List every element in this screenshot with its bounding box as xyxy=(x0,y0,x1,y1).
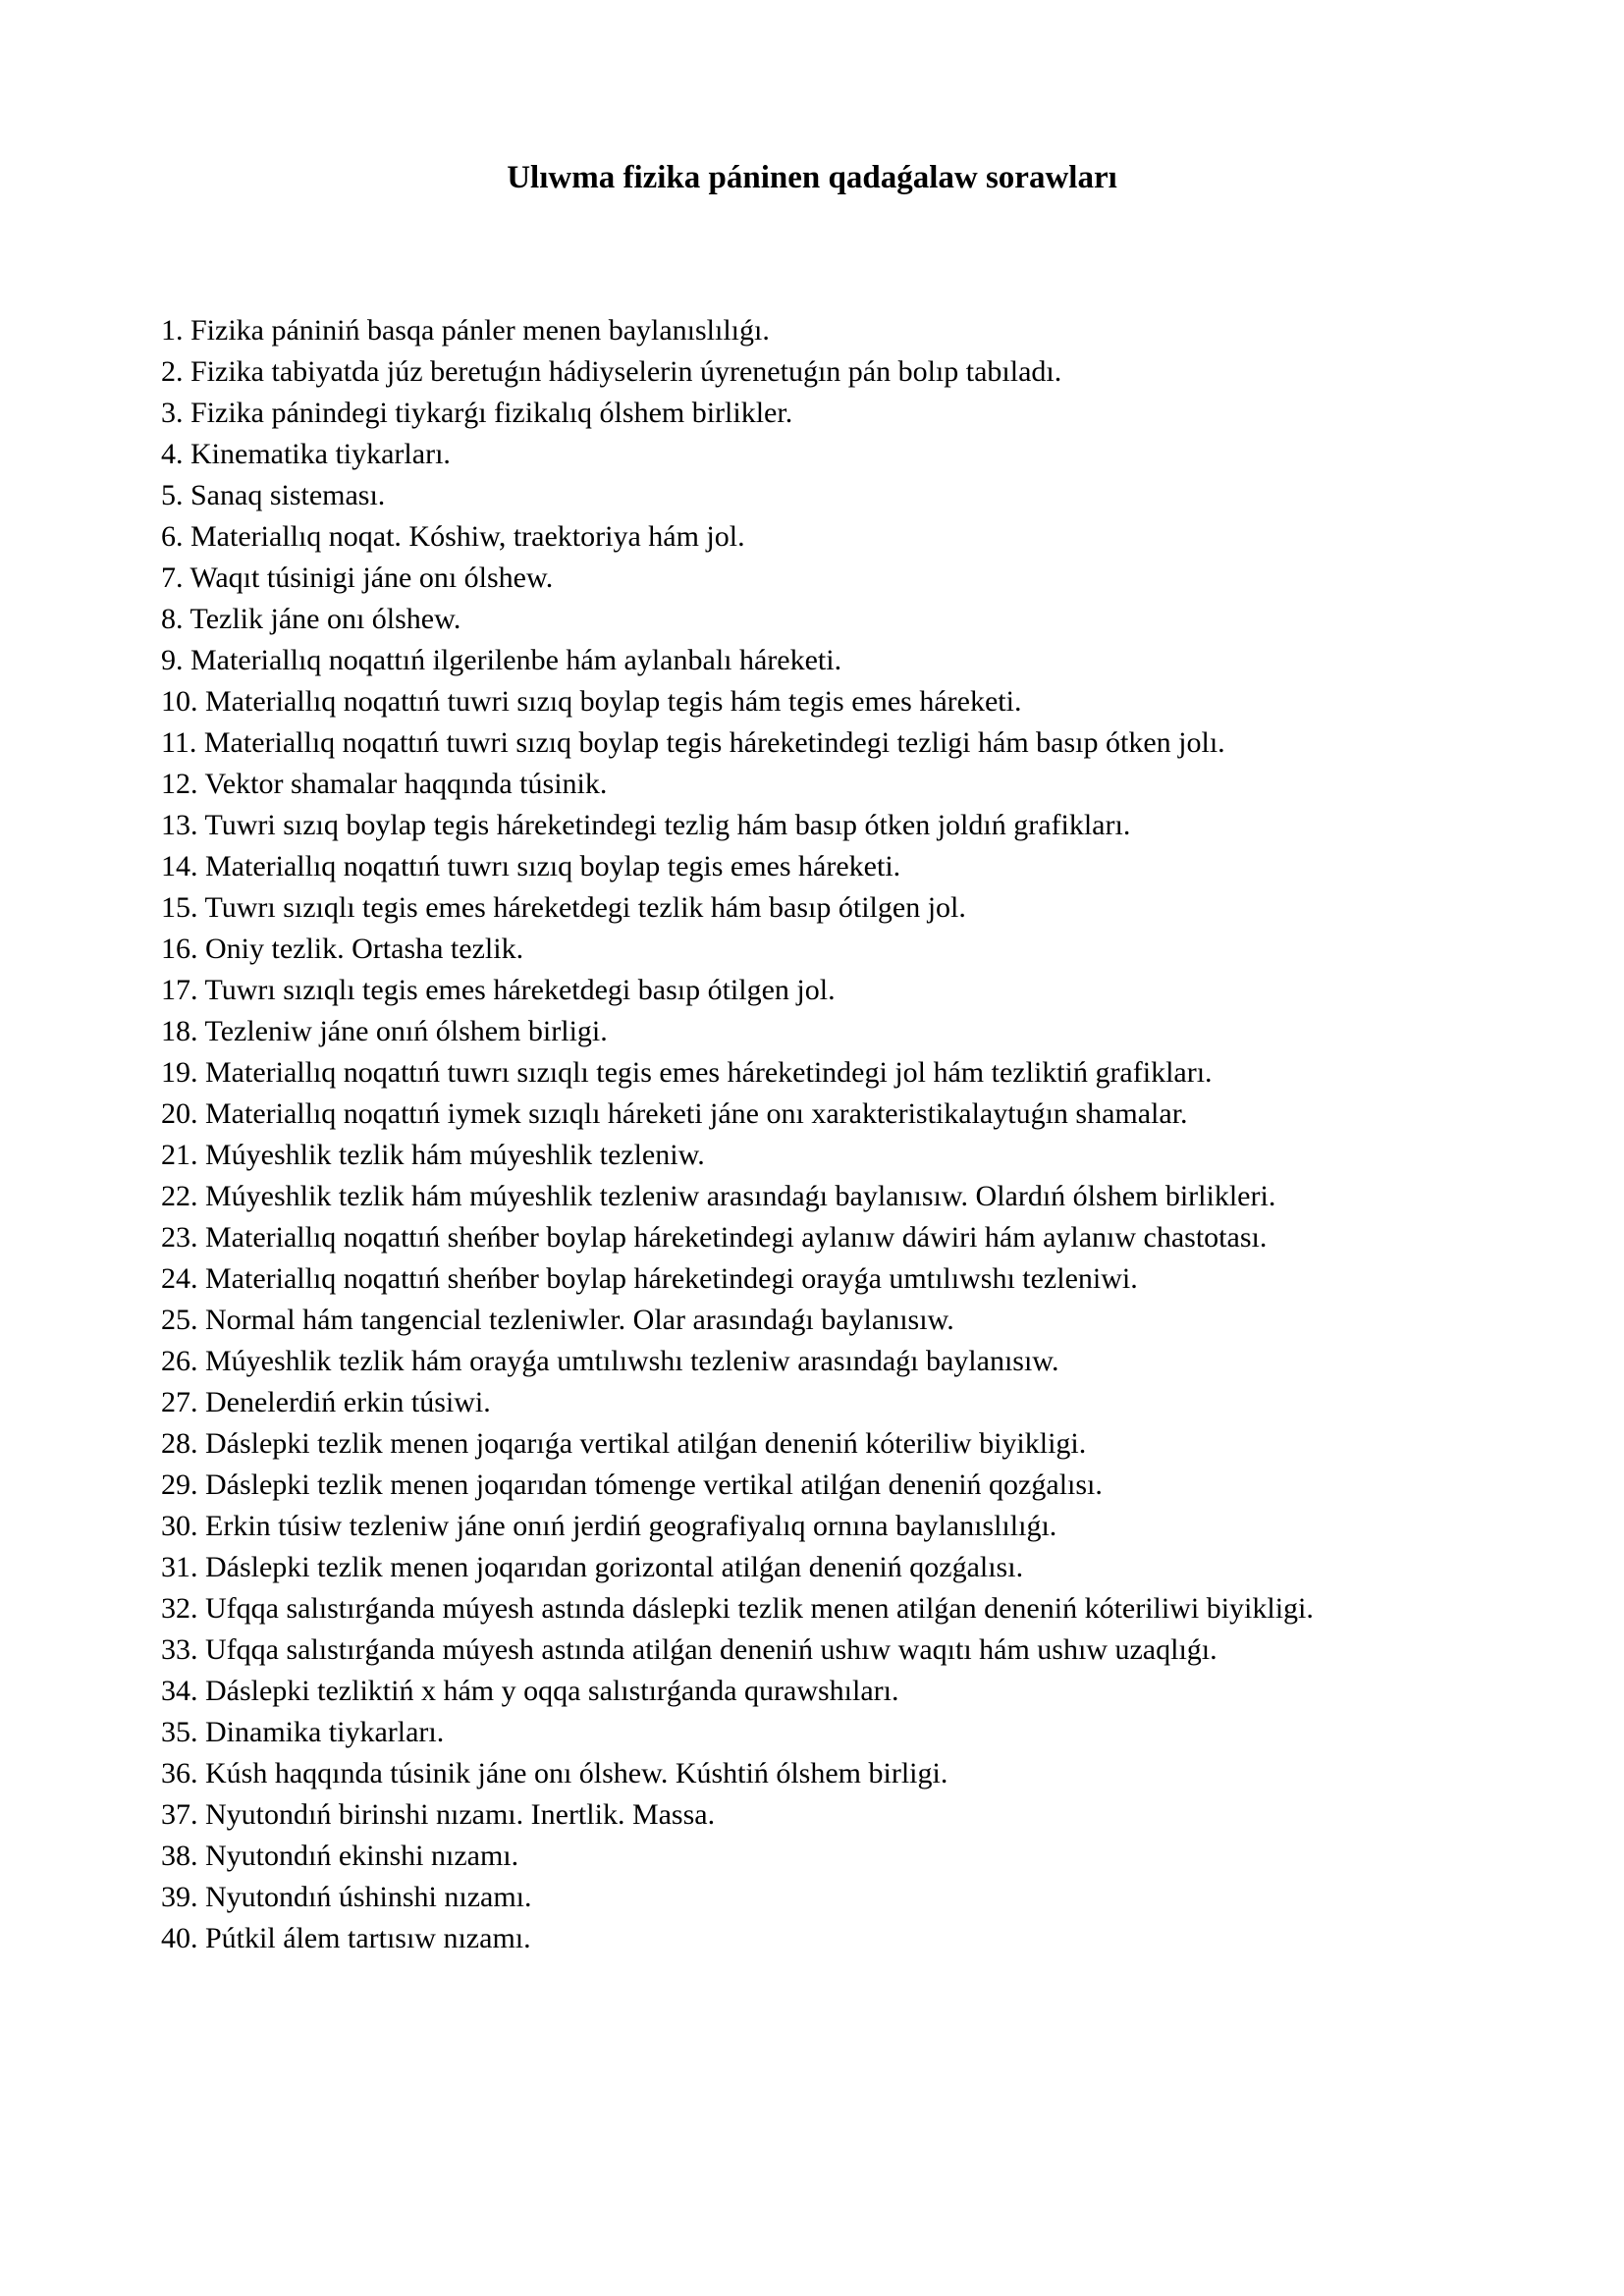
item-text: 28. Dáslepki tezlik menen joqarıǵa vertikal atilǵan deneniń kóteriliw biyikligi. xyxy=(161,1427,1087,1460)
list-item xyxy=(137,970,1487,1011)
item-text: 39. Nyutondıń úshinshi nızamı. xyxy=(161,1881,532,1913)
list-item xyxy=(137,1176,1487,1217)
list-item xyxy=(137,887,1487,929)
list-item xyxy=(137,1753,1487,1794)
item-text: 33. Ufqqa salıstırǵanda múyesh astında atilǵan deneniń ushıw waqıtı hám ushıw uzaqlıǵı. xyxy=(161,1633,1218,1666)
item-text: 22. Múyeshlik tezlik hám múyeshlik tezleniw arasındaǵı baylanısıw. Olardıń ólshem birlikleri. xyxy=(161,1180,1276,1212)
list-item xyxy=(137,722,1487,764)
list-item xyxy=(137,1794,1487,1836)
item-text: 13. Tuwri sızıq boylap tegis háreketindegi tezlig hám basıp ótken joldıń grafikları. xyxy=(161,809,1131,841)
list-item xyxy=(137,393,1487,434)
item-text: 5. Sanaq sisteması. xyxy=(161,479,386,511)
list-item xyxy=(137,1135,1487,1176)
list-item xyxy=(137,475,1487,516)
list-item xyxy=(137,1877,1487,1918)
item-text: 29. Dáslepki tezlik menen joqarıdan tómenge vertikal atilǵan deneniń qozǵalısı. xyxy=(161,1468,1103,1501)
list-item xyxy=(137,1217,1487,1258)
list-item xyxy=(137,1918,1487,1959)
list-item xyxy=(137,1588,1487,1629)
item-text: 20. Materiallıq noqattıń iymek sızıqlı háreketi jáne onı xarakteristikalaytuǵın shamalar. xyxy=(161,1097,1188,1130)
item-text: 27. Denelerdiń erkin túsiwi. xyxy=(161,1386,491,1418)
list-item xyxy=(137,1423,1487,1465)
list-item xyxy=(137,1629,1487,1671)
list-item xyxy=(137,929,1487,970)
item-text: 38. Nyutondıń ekinshi nızamı. xyxy=(161,1840,519,1872)
list-item xyxy=(137,1465,1487,1506)
item-text: 7. Waqıt túsinigi jáne onı ólshew. xyxy=(161,561,554,594)
item-text: 26. Múyeshlik tezlik hám orayǵa umtılıwshı tezleniw arasındaǵı baylanısıw. xyxy=(161,1345,1059,1377)
item-text: 15. Tuwrı sızıqlı tegis emes háreketdegi tezlik hám basıp ótilgen jol. xyxy=(161,891,966,924)
list-item xyxy=(137,1506,1487,1547)
list-item xyxy=(137,351,1487,393)
item-text: 17. Tuwrı sızıqlı tegis emes háreketdegi basıp ótilgen jol. xyxy=(161,974,836,1006)
item-text: 6. Materiallıq noqat. Kóshiw, traektoriya hám jol. xyxy=(161,520,745,553)
item-text: 3. Fizika pánindegi tiykarǵı fizikalıq ólshem birlikler. xyxy=(161,397,793,429)
list-item xyxy=(137,805,1487,846)
item-text: 35. Dinamika tiykarları. xyxy=(161,1716,445,1748)
item-text: 4. Kinematika tiykarları. xyxy=(161,438,451,470)
list-item xyxy=(137,1011,1487,1052)
list-item xyxy=(137,1547,1487,1588)
item-text: 36. Kúsh haqqında túsinik jáne onı ólshew. Kúshtiń ólshem birligi. xyxy=(161,1757,948,1789)
item-text: 11. Materiallıq noqattıń tuwri sızıq boylap tegis háreketindegi tezligi hám basıp ótken jolı. xyxy=(161,726,1225,759)
item-text: 16. Oniy tezlik. Ortasha tezlik. xyxy=(161,933,524,965)
item-text: 30. Erkin túsiw tezleniw jáne onıń jerdiń geografiyalıq ornına baylanıslılıǵı. xyxy=(161,1510,1057,1542)
item-text: 8. Tezlik jáne onı ólshew. xyxy=(161,603,461,635)
list-item xyxy=(137,599,1487,640)
item-text: 19. Materiallıq noqattıń tuwrı sızıqlı tegis emes háreketindegi jol hám tezliktiń grafikları. xyxy=(161,1056,1213,1089)
list-item xyxy=(137,1300,1487,1341)
item-text: 31. Dáslepki tezlik menen joqarıdan gorizontal atilǵan deneniń qozǵalısı. xyxy=(161,1551,1024,1583)
list-item xyxy=(137,764,1487,805)
item-text: 2. Fizika tabiyatda júz beretuǵın hádiyselerin úyrenetuǵın pán bolıp tabıladı. xyxy=(161,355,1062,388)
list-item xyxy=(137,310,1487,351)
item-text: 23. Materiallıq noqattıń sheńber boylap háreketindegi aylanıw dáwiri hám aylanıw chastotası. xyxy=(161,1221,1268,1254)
item-text: 18. Tezleniw jáne onıń ólshem birligi. xyxy=(161,1015,608,1047)
item-text: 32. Ufqqa salıstırǵanda múyesh astında dáslepki tezlik menen atilǵan deneniń kóteriliwi biyikligi. xyxy=(161,1592,1314,1625)
list-item xyxy=(137,1341,1487,1382)
list-item xyxy=(137,846,1487,887)
question-list xyxy=(0,198,1624,1959)
item-text: 37. Nyutondıń birinshi nızamı. Inertlik. Massa. xyxy=(161,1798,716,1831)
list-item xyxy=(137,681,1487,722)
list-item xyxy=(137,1094,1487,1135)
list-item xyxy=(137,516,1487,558)
item-text: 1. Fizika pániniń basqa pánler menen baylanıslılıǵı. xyxy=(161,314,770,347)
list-item xyxy=(137,1712,1487,1753)
page-title: Ulıwma fizika páninen qadaǵalaw sorawları xyxy=(507,160,1117,195)
list-item xyxy=(137,558,1487,599)
list-item xyxy=(137,640,1487,681)
item-text: 40. Pútkil álem tartısıw nızamı. xyxy=(161,1922,531,1954)
item-text: 21. Múyeshlik tezlik hám múyeshlik tezleniw. xyxy=(161,1139,705,1171)
list-item xyxy=(137,1258,1487,1300)
list-item xyxy=(137,1052,1487,1094)
item-text: 34. Dáslepki tezliktiń x hám y oqqa salıstırǵanda qurawshıları. xyxy=(161,1675,899,1707)
item-text: 12. Vektor shamalar haqqında túsinik. xyxy=(161,768,608,800)
list-item xyxy=(137,1836,1487,1877)
item-text: 25. Normal hám tangencial tezleniwler. Olar arasındaǵı baylanısıw. xyxy=(161,1304,954,1336)
list-item xyxy=(137,434,1487,475)
item-text: 10. Materiallıq noqattıń tuwri sızıq boylap tegis hám tegis emes háreketi. xyxy=(161,685,1022,718)
item-text: 9. Materiallıq noqattıń ilgerilenbe hám aylanbalı háreketi. xyxy=(161,644,842,676)
list-item xyxy=(137,1382,1487,1423)
item-text: 24. Materiallıq noqattıń sheńber boylap háreketindegi orayǵa umtılıwshı tezleniwi. xyxy=(161,1262,1138,1295)
list-item xyxy=(137,1671,1487,1712)
item-text: 14. Materiallıq noqattıń tuwrı sızıq boylap tegis emes háreketi. xyxy=(161,850,901,882)
